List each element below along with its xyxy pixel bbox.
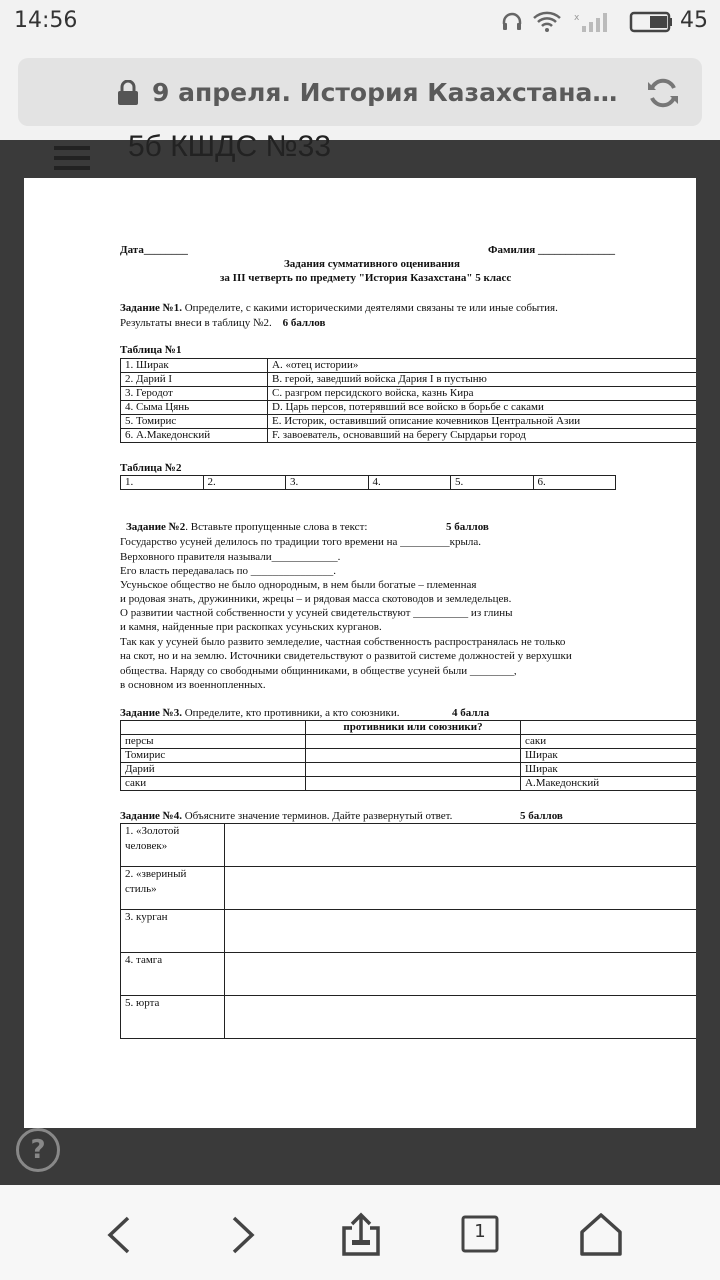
table-cell (121, 996, 225, 1039)
table3 (120, 720, 696, 791)
task2-line: в основном из военнопленных. (120, 679, 266, 691)
task2-line: и родовая знать, дружинники, жрецы – и рядовая масса скотоводов и земледельцев. (120, 593, 512, 605)
table-cell (121, 867, 225, 910)
task2-line: Государство усуней делилось по традиции того времени на _________крыла. (120, 536, 481, 548)
svg-text:x: x (574, 13, 580, 23)
table-cell: 5. (451, 476, 534, 490)
table-cell: 5. Томирис (121, 415, 268, 429)
table-row (121, 415, 697, 429)
task1-label: Задание №1. (120, 302, 182, 314)
battery-icon (628, 10, 674, 34)
task4-text: Объясните значение терминов. Дайте развернутый ответ. (184, 810, 453, 822)
table-cell (306, 777, 521, 791)
table-cell: Ширак (521, 749, 697, 763)
table-cell (306, 749, 521, 763)
task2-line: О развитии частной собственности у усуней свидетельствуют __________ из глины (120, 607, 513, 619)
table3-header: противники или союзники? (306, 721, 521, 735)
table-cell (306, 763, 521, 777)
table-row (121, 735, 697, 749)
table-cell: 6. (533, 476, 616, 490)
task1-line1 (120, 302, 558, 314)
table-cell: 2. Дарий I (121, 373, 268, 387)
table-cell: 1. (121, 476, 204, 490)
table-cell: 2. (203, 476, 286, 490)
help-icon[interactable]: ? (16, 1128, 60, 1172)
table-row (121, 910, 697, 953)
term-line: 1. «Золотой (125, 825, 180, 837)
task2-label: Задание №2 (126, 521, 186, 533)
table-cell: F. завоеватель, основавший на берегу Сырдарьи город (268, 429, 697, 443)
table-cell: 3. (286, 476, 369, 490)
term-line: 4. тамга (125, 954, 163, 966)
answer-cell (225, 824, 697, 867)
table-row (121, 359, 697, 373)
date-label: Дата________ (120, 244, 188, 256)
table-row (121, 749, 697, 763)
answer-cell (225, 996, 697, 1039)
share-button[interactable] (336, 1210, 386, 1260)
background-title: 5б КШДС №33 (128, 130, 332, 163)
task2-line: на скот, но и на землю. Источники свидетельствуют о развитой системе должностей у верхушки (120, 650, 572, 662)
table1-title: Таблица №1 (120, 344, 182, 356)
table-row (121, 777, 697, 791)
table-row (121, 387, 697, 401)
table-row (121, 373, 697, 387)
table-cell: персы (121, 735, 306, 749)
page-title[interactable]: 9 апреля. История Казахстана… (152, 78, 618, 107)
table4 (120, 823, 696, 1039)
task2-line: Его власть передавалась по _______________. (120, 565, 337, 577)
tab-count: 1 (474, 1221, 486, 1242)
table-cell: А.Македонский (521, 777, 697, 791)
table-cell: 3. Геродот (121, 387, 268, 401)
document-page (24, 178, 696, 1128)
table-cell: B. герой, заведший войска Дария I в пустыню (268, 373, 697, 387)
table-row (121, 996, 697, 1039)
table-cell: Томирис (121, 749, 306, 763)
table-cell: саки (521, 735, 697, 749)
signal-icon (574, 10, 614, 34)
table-row (121, 867, 697, 910)
task3-text: Определите, кто противники, а кто союзники. (184, 707, 400, 719)
table-row (121, 721, 697, 735)
table1 (120, 358, 696, 443)
forward-button[interactable] (216, 1210, 266, 1260)
table-cell: D. Царь персов, потерявший все войско в борьбе с саками (268, 401, 697, 415)
table-row (121, 476, 616, 490)
table-cell: 4. (368, 476, 451, 490)
answer-cell (225, 867, 697, 910)
task1-line2 (120, 317, 325, 329)
task4-label: Задание №4. (120, 810, 182, 822)
table-cell (521, 721, 697, 735)
tabs-button[interactable] (456, 1210, 506, 1260)
table-cell: 6. А.Македонский (121, 429, 268, 443)
task2-line: и камня, найденные при раскопках усуньских курганов. (120, 621, 382, 633)
heading-1: Задания суммативного оценивания (284, 258, 460, 270)
reload-icon[interactable] (644, 74, 682, 116)
table-cell: C. разгром персидского войска, казнь Кира (268, 387, 697, 401)
headset-icon (500, 10, 524, 34)
table2-title: Таблица №2 (120, 462, 182, 474)
task4-heading (120, 810, 452, 822)
table-cell (121, 953, 225, 996)
wifi-icon (532, 10, 562, 34)
table-cell (121, 910, 225, 953)
table-cell: A. «отец истории» (268, 359, 697, 373)
heading-2: за III четверть по предмету "История Казахстана" 5 класс (220, 272, 512, 284)
battery-level: 45 (680, 8, 708, 33)
task3-label: Задание №3. (120, 707, 182, 719)
table-row (121, 763, 697, 777)
surname-label: Фамилия ______________ (488, 244, 615, 256)
table2 (120, 475, 616, 490)
home-button[interactable] (576, 1210, 626, 1260)
table-cell: E. Историк, оставивший описание кочевников Центральной Азии (268, 415, 697, 429)
table-cell: Ширак (521, 763, 697, 777)
answer-cell (225, 910, 697, 953)
term-line: 3. курган (125, 911, 168, 923)
table-row (121, 953, 697, 996)
table-cell (121, 824, 225, 867)
table-cell (121, 721, 306, 735)
task2-line: общества. Наряду со свободными общинниками, в обществе усуней были ________, (120, 665, 517, 677)
term-line: человек» (125, 840, 168, 852)
task2-line: Так как у усуней было развито земледелие, частная собственность распространялась не только (120, 636, 566, 648)
answer-cell (225, 953, 697, 996)
task2-line: Верховного правителя называли____________. (120, 551, 341, 563)
table-cell: Дарий (121, 763, 306, 777)
task2-intro: . Вставьте пропущенные слова в текст: (185, 521, 368, 533)
table-row (121, 401, 697, 415)
task3-heading (120, 707, 400, 719)
task1-text2: Результаты внеси в таблицу №2. (120, 317, 272, 329)
term-line: 2. «звериный (125, 868, 187, 880)
term-line: 5. юрта (125, 997, 160, 1009)
table-row (121, 824, 697, 867)
table-cell: саки (121, 777, 306, 791)
table-cell: 1. Ширак (121, 359, 268, 373)
task1-text: Определите, с какими историческими деятелями связаны те или иные события. (184, 302, 558, 314)
table-cell: 4. Сыма Цянь (121, 401, 268, 415)
task2-heading (126, 521, 367, 533)
status-time: 14:56 (14, 8, 78, 33)
menu-icon (54, 146, 90, 176)
table-cell (306, 735, 521, 749)
task2-points: 5 баллов (446, 521, 489, 533)
task1-points: 6 баллов (282, 317, 326, 329)
term-line: стиль» (125, 883, 157, 895)
task4-points: 5 баллов (520, 810, 563, 822)
back-button[interactable] (96, 1210, 146, 1260)
task3-points: 4 балла (452, 707, 490, 719)
lock-icon (117, 80, 139, 110)
table-row (121, 429, 697, 443)
task2-line: Усуньское общество не было однородным, в нем были богатые – племенная (120, 579, 477, 591)
